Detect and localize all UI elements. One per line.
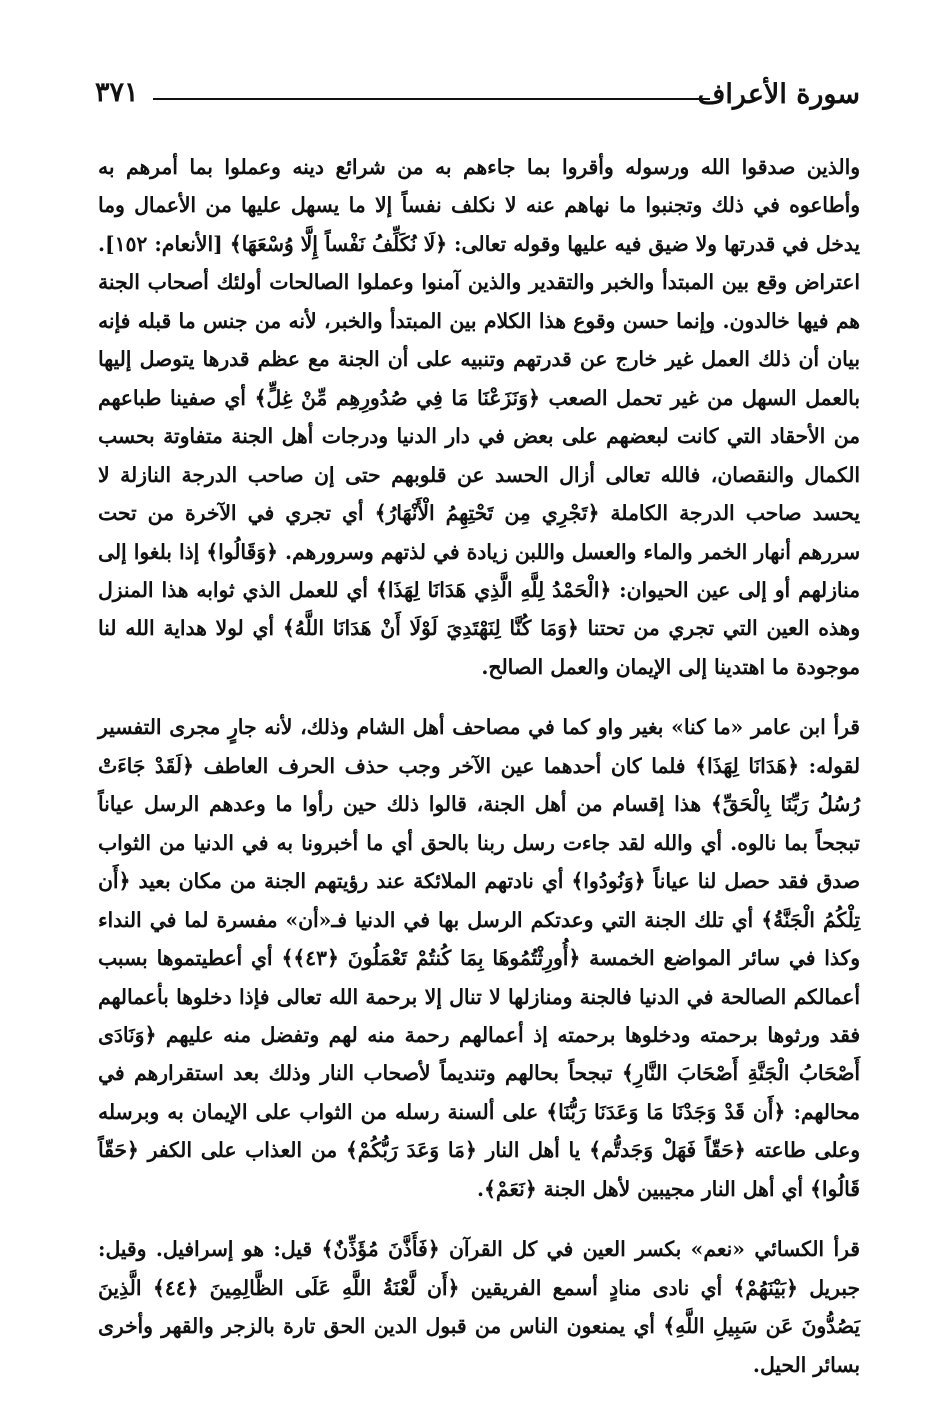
- paragraph-1: والذين صدقوا الله ورسوله وأقروا بما جاءهم به من شرائع دينه وعملوا بما أمرهم به وأطاعوه في ذلك وتجنبوا ما نهاهم عنه لا نكلف نفساً إلا ما يسهل عليها من الأعمال وما يدخل في قدرتها ولا ضيق فيه عليها وقوله تعالى: ﴿لَا نُكَلِّفُ نَفْساً إِلَّا وُسْعَهَا﴾ [الأنعام: ١٥٢]. اعتراض وقع بين المبتدأ والخبر والتقدير والذين آمنوا وعملوا الصالحات أولئك أصحاب الجنة هم فيها خالدون. وإنما حسن وقوع هذا الكلام بين المبتدأ والخبر، لأنه من جنس ما قبله فإنه بيان أن ذلك العمل غير خارج عن قدرتهم وتنبيه على أن الجنة مع عظم قدرها يتوصل إليها بالعمل السهل من غير تحمل الصعب ﴿وَنَزَعْنَا مَا فِي صُدُورِهِم مِّنْ غِلٍّ﴾ أي صفينا طباعهم من الأحقاد التي كانت لبعضهم على بعض في دار الدنيا ودرجات أهل الجنة متفاوتة بحسب الكمال والنقصان، فالله تعالى أزال الحسد عن قلوبهم حتى إن صاحب الدرجة النازلة لا يحسد صاحب الدرجة الكاملة ﴿تَجْرِي مِن تَحْتِهِمُ الْأَنْهَارُ﴾ أي تجري في الآخرة من تحت سررهم أنهار الخمر والماء والعسل واللبن زيادة في لذتهم وسرورهم. ﴿وَقَالُوا﴾ إذا بلغوا إلى منازلهم أو إلى عين الحيوان: ﴿الْحَمْدُ لِلَّهِ الَّذِي هَدَانَا لِهَذَا﴾ أي للعمل الذي ثوابه هذا المنزل وهذه العين التي تجري من تحتنا ﴿وَمَا كُنَّا لِنَهْتَدِيَ لَوْلَا أَنْ هَدَانَا اللَّهُ﴾ أي لولا هداية الله لنا موجودة ما اهتدينا إلى الإيمان والعمل الصالح.: [98, 155, 860, 679]
- paragraph-2: قرأ ابن عامر «ما كنا» بغير واو كما في مصاحف أهل الشام وذلك، لأنه جارٍ مجرى التفسير لقوله: ﴿هَدَانَا لِهَذَا﴾ فلما كان أحدهما عين الآخر وجب حذف الحرف العاطف ﴿لَقَدْ جَاءَتْ رُسُلُ رَبِّنَا بِالْحَقِّ﴾ هذا إقسام من أهل الجنة، قالوا ذلك حين رأوا ما وعدهم الرسل عياناً تبجحاً بما نالوه. أي والله لقد جاءت رسل ربنا بالحق أي ما أخبرونا به في الدنيا من الثواب صدق فقد حصل لنا عياناً ﴿وَنُودُوا﴾ أي نادتهم الملائكة عند رؤيتهم الجنة من مكان بعيد ﴿أَن تِلْكُمُ الْجَنَّةُ﴾ أي تلك الجنة التي وعدتكم الرسل بها في الدنيا فـ«أن» مفسرة لما في النداء وكذا في سائر المواضع الخمسة ﴿أُورِثْتُمُوهَا بِمَا كُنتُمْ تَعْمَلُونَ ﴿٤٣﴾﴾ أي أعطيتموها بسبب أعمالكم الصالحة في الدنيا فالجنة ومنازلها لا تنال إلا برحمة الله تعالى فإذا دخلوها بأعمالهم فقد ورثوها برحمته ودخلوها برحمته إذ أعمالهم رحمة منه لهم وتفضل منه عليهم ﴿وَنَادَى أَصْحَابُ الْجَنَّةِ أَصْحَابَ النَّارِ﴾ تبجحاً بحالهم وتنديماً لأصحاب النار وذلك بعد استقرارهم في محالهم: ﴿أَن قَدْ وَجَدْنَا مَا وَعَدَنَا رَبُّنَا﴾ على ألسنة رسله من الثواب على الإيمان به وبرسله وعلى طاعته ﴿حَقّاً فَهَلْ وَجَدتُّم﴾ يا أهل النار ﴿مَا وَعَدَ رَبُّكُمْ﴾ من العذاب على الكفر ﴿حَقّاً قَالُوا﴾ أي أهل النار مجيبين لأهل الجنة ﴿نَعَمْ﴾.: [98, 715, 860, 1201]
- page-number: ٣٧١: [95, 77, 139, 108]
- header-rule: [153, 98, 710, 100]
- page-header: [95, 72, 860, 112]
- paragraph-3: قرأ الكسائي «نعم» بكسر العين في كل القرآن ﴿فَأَذَّنَ مُؤَذِّنٌ﴾ قيل: هو إسرافيل. وقيل: جبريل ﴿بَيْنَهُمْ﴾ أي نادى منادٍ أسمع الفريقين ﴿أَن لَّعْنَةُ اللَّهِ عَلَى الظَّالِمِينَ ﴿٤٤﴾ الَّذِينَ يَصُدُّونَ عَن سَبِيلِ اللَّهِ﴾ أي يمنعون الناس من قبول الدين الحق تارة بالزجر والقهر وأخرى بسائر الحيل.: [98, 1237, 860, 1377]
- surah-title: سورة الأعراف: [697, 79, 860, 110]
- commentary-text: [98, 148, 860, 1384]
